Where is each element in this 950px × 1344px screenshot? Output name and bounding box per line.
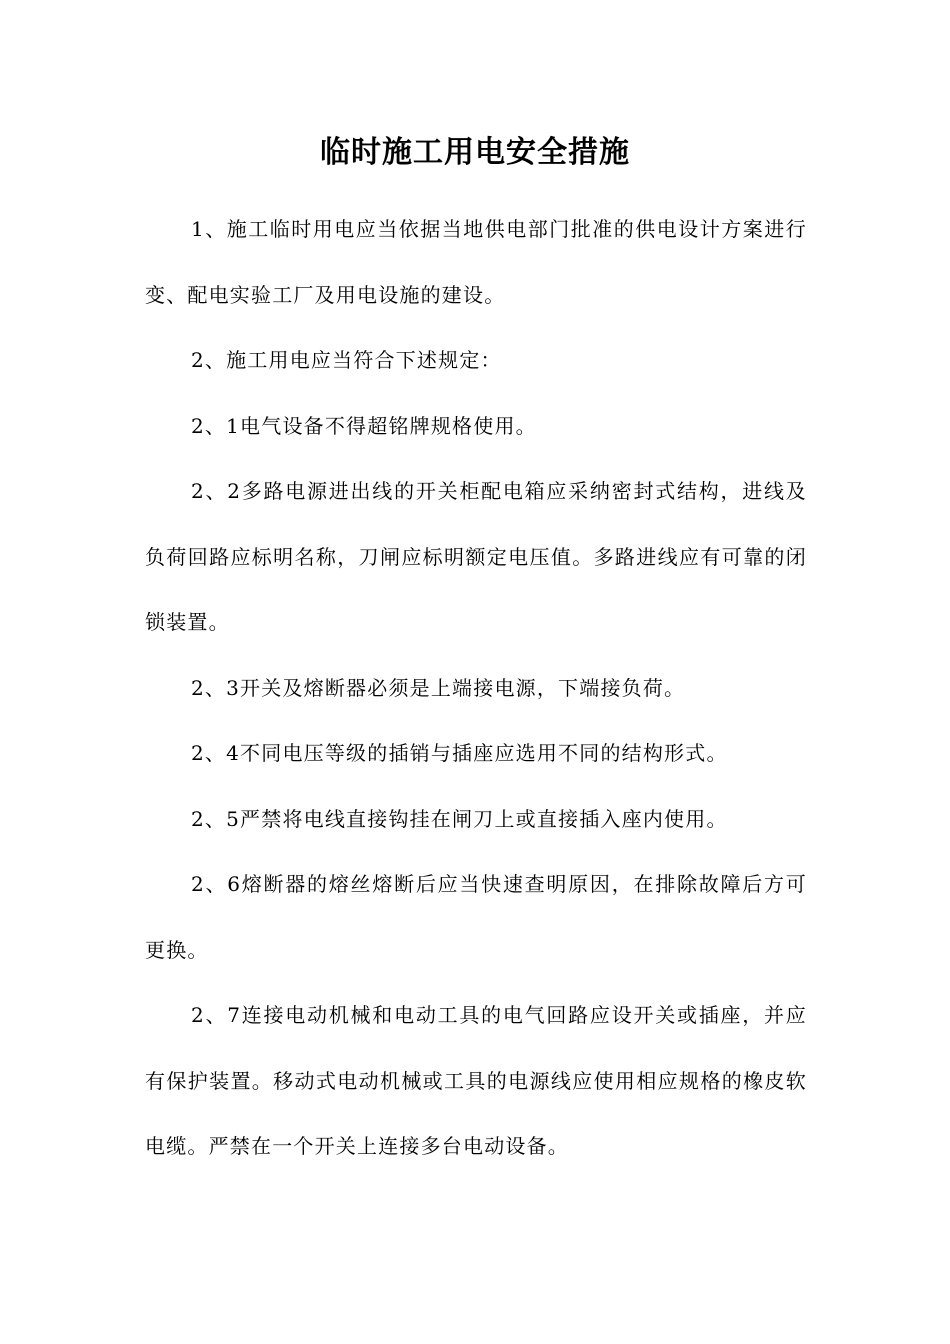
page-title: 临时施工用电安全措施 — [320, 135, 630, 170]
document-body — [145, 197, 807, 1180]
paragraph-2-4: 2、4不同电压等级的插销与插座应选用不同的结构形式。 — [191, 741, 728, 765]
paragraph-2-2: 2、2多路电源进出线的开关柜配电箱应采纳密封式结构，进线及负荷回路应标明名称，刀闸应标明额定电压值。多路进线应有可靠的闭锁装置。 — [145, 479, 807, 634]
paragraph-2-7: 2、7连接电动机械和电动工具的电气回路应设开关或插座，并应有保护装置。移动式电动机械或工具的电源线应使用相应规格的橡皮软电缆。严禁在一个开关上连接多台电动设备。 — [145, 1003, 807, 1158]
paragraph-2-6: 2、6熔断器的熔丝熔断后应当快速查明原因，在排除故障后方可更换。 — [145, 872, 807, 962]
paragraph-2: 2、施工用电应当符合下述规定： — [191, 348, 502, 372]
paragraph-1: 1、施工临时用电应当依据当地供电部门批准的供电设计方案进行变、配电实验工厂及用电设施的建设。 — [145, 217, 807, 307]
paragraph-2-3: 2、3开关及熔断器必须是上端接电源，下端接负荷。 — [191, 675, 686, 700]
paragraph-2-5: 2、5严禁将电线直接钩挂在闸刀上或直接插入座内使用。 — [191, 806, 728, 831]
paragraph-2-1: 2、1电气设备不得超铭牌规格使用。 — [191, 413, 537, 438]
